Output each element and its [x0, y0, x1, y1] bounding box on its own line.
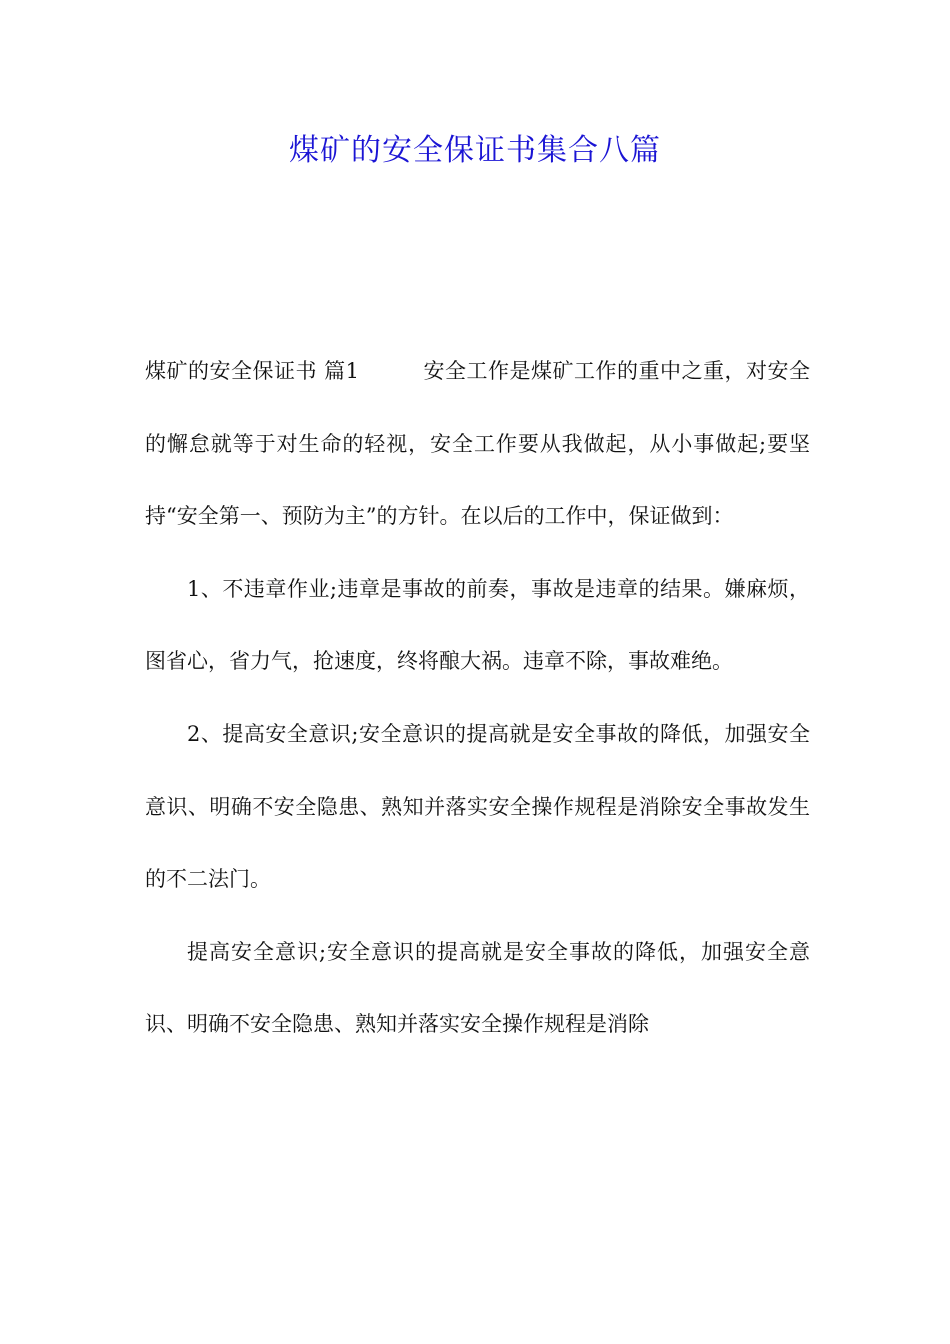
section-heading: 煤矿的安全保证书 篇1: [145, 359, 360, 383]
paragraph-3: 提高安全意识;安全意识的提高就是安全事故的降低，加强安全意识、明确不安全隐患、熟知并落实安全操作规程是消除: [145, 939, 810, 1037]
paragraph-item-1: 1、不违章作业;违章是事故的前奏，事故是违章的结果。嫌麻烦，图省心，省力气，抢速度，终将酿大祸。违章不除，事故难绝。: [145, 576, 810, 674]
paragraph-item-2: 2、提高安全意识;安全意识的提高就是安全事故的降低，加强安全意识、明确不安全隐患、熟知并落实安全操作规程是消除安全事故发生的不二法门。: [145, 721, 810, 892]
paragraph-1: [145, 335, 810, 553]
document-title: 煤矿的安全保证书集合八篇: [289, 133, 661, 168]
intro-text: 安全工作是煤矿工作的重中之重，对安全的懈怠就等于对生命的轻视，安全工作要从我做起，从小事做起;要坚持“安全第一、预防为主”的方针。在以后的工作中，保证做到：: [145, 359, 810, 529]
document-body: [145, 335, 810, 1061]
